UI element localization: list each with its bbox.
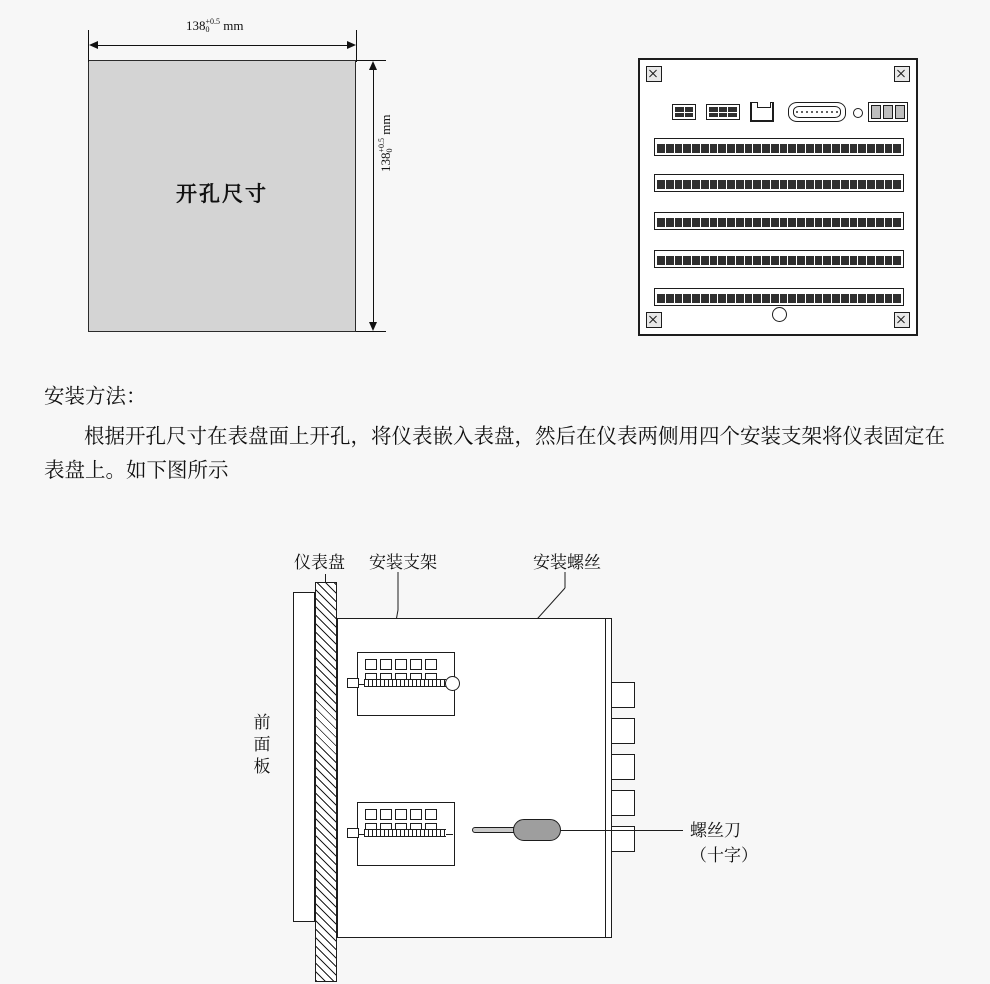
arrow-down-icon xyxy=(369,322,377,331)
bracket-tab xyxy=(347,828,359,838)
cutout-height-value: 138 xyxy=(378,152,393,172)
cutout-width-unit: mm xyxy=(223,18,244,33)
rear-terminal-panel xyxy=(638,58,918,336)
cutout-height-tolerance xyxy=(378,138,395,153)
terminal-grid-2x2 xyxy=(672,104,696,120)
cutout-height-dimension-line xyxy=(373,66,374,326)
terminal-strip-row xyxy=(654,250,904,268)
terminal-strip-row xyxy=(654,174,904,192)
cutout-width-tol-lower: 0 xyxy=(205,25,210,35)
label-mounting-screw: 安装螺丝 xyxy=(533,553,601,572)
cutout-label: 开孔尺寸 xyxy=(176,182,268,206)
db9-pins xyxy=(793,106,841,118)
front-plate xyxy=(293,592,315,922)
terminal-strip-row xyxy=(654,288,904,306)
terminal-strip-row xyxy=(654,138,904,156)
cutout-height-tol-lower: 0 xyxy=(385,148,395,153)
terminal-strip-row xyxy=(654,212,904,230)
label-panel-board: 仪表盘 xyxy=(294,553,345,572)
terminal-strip-cells xyxy=(655,251,903,267)
arrow-left-icon xyxy=(89,41,98,49)
terminal-strip-cells xyxy=(655,139,903,155)
arrow-right-icon xyxy=(347,41,356,49)
rear-connector-tab xyxy=(612,718,635,744)
label-mounting-bracket: 安装支架 xyxy=(369,553,437,572)
rear-connector-tab xyxy=(612,754,635,780)
mounting-screw-thread xyxy=(364,679,446,687)
terminal-grid-2x2-cells xyxy=(673,105,695,119)
screw-icon xyxy=(894,66,910,82)
label-screwdriver-line1: 螺丝刀 xyxy=(690,821,741,840)
cutout-width-tol-upper: +0.5 xyxy=(205,16,221,26)
installation-paragraph: 根据开孔尺寸在表盘面上开孔，将仪表嵌入表盘，然后在仪表两侧用四个安装支架将仪表固定在表盘上。如下图所示 xyxy=(44,426,945,482)
power-terminal-block-icon xyxy=(868,102,908,122)
mounting-screw-thread xyxy=(364,829,446,837)
terminal-strip-cells xyxy=(655,213,903,229)
screw-icon xyxy=(646,66,662,82)
cutout-height-dimension-text xyxy=(378,115,395,173)
rear-connector-tab xyxy=(612,790,635,816)
installation-heading: 安装方法： xyxy=(44,386,147,408)
mounting-hole-icon xyxy=(772,307,787,322)
indicator-dot-icon xyxy=(853,108,863,118)
db9-connector-icon xyxy=(788,102,846,122)
panel-board-hatched xyxy=(315,582,337,982)
rj45-jack-icon xyxy=(750,102,774,122)
label-front-plate-char: 面 xyxy=(253,735,271,754)
label-front-plate xyxy=(252,712,272,778)
rear-connector-tab xyxy=(612,682,635,708)
leader-line-screwdriver xyxy=(561,830,683,831)
cutout-width-value: 138 xyxy=(186,18,206,33)
cutout-extension-line-bottom xyxy=(356,331,386,332)
cutout-height-tol-upper: +0.5 xyxy=(376,137,386,153)
terminal-strip-cells xyxy=(655,289,903,305)
terminal-strip-cells xyxy=(655,175,903,191)
cutout-width-dimension-text xyxy=(186,18,244,35)
cutout-width-dimension-line xyxy=(94,45,350,46)
screw-icon xyxy=(646,312,662,328)
label-front-plate-char: 前 xyxy=(253,713,271,732)
terminal-grid-3x2-cells xyxy=(707,105,739,119)
screw-icon xyxy=(894,312,910,328)
cutout-width-tolerance xyxy=(206,18,221,35)
mounting-screw-head xyxy=(445,676,460,691)
screwdriver-handle xyxy=(513,819,561,841)
label-front-plate-char: 板 xyxy=(253,757,271,776)
label-screwdriver xyxy=(690,818,758,868)
label-screwdriver-line2: （十字） xyxy=(690,846,758,865)
arrow-up-icon xyxy=(369,61,377,70)
cutout-height-unit: mm xyxy=(378,114,393,135)
mounting-assembly-diagram xyxy=(0,530,990,984)
installation-text-block xyxy=(44,380,954,488)
bracket-tab xyxy=(347,678,359,688)
cutout-extension-line-right xyxy=(356,30,357,62)
terminal-grid-3x2 xyxy=(706,104,740,120)
